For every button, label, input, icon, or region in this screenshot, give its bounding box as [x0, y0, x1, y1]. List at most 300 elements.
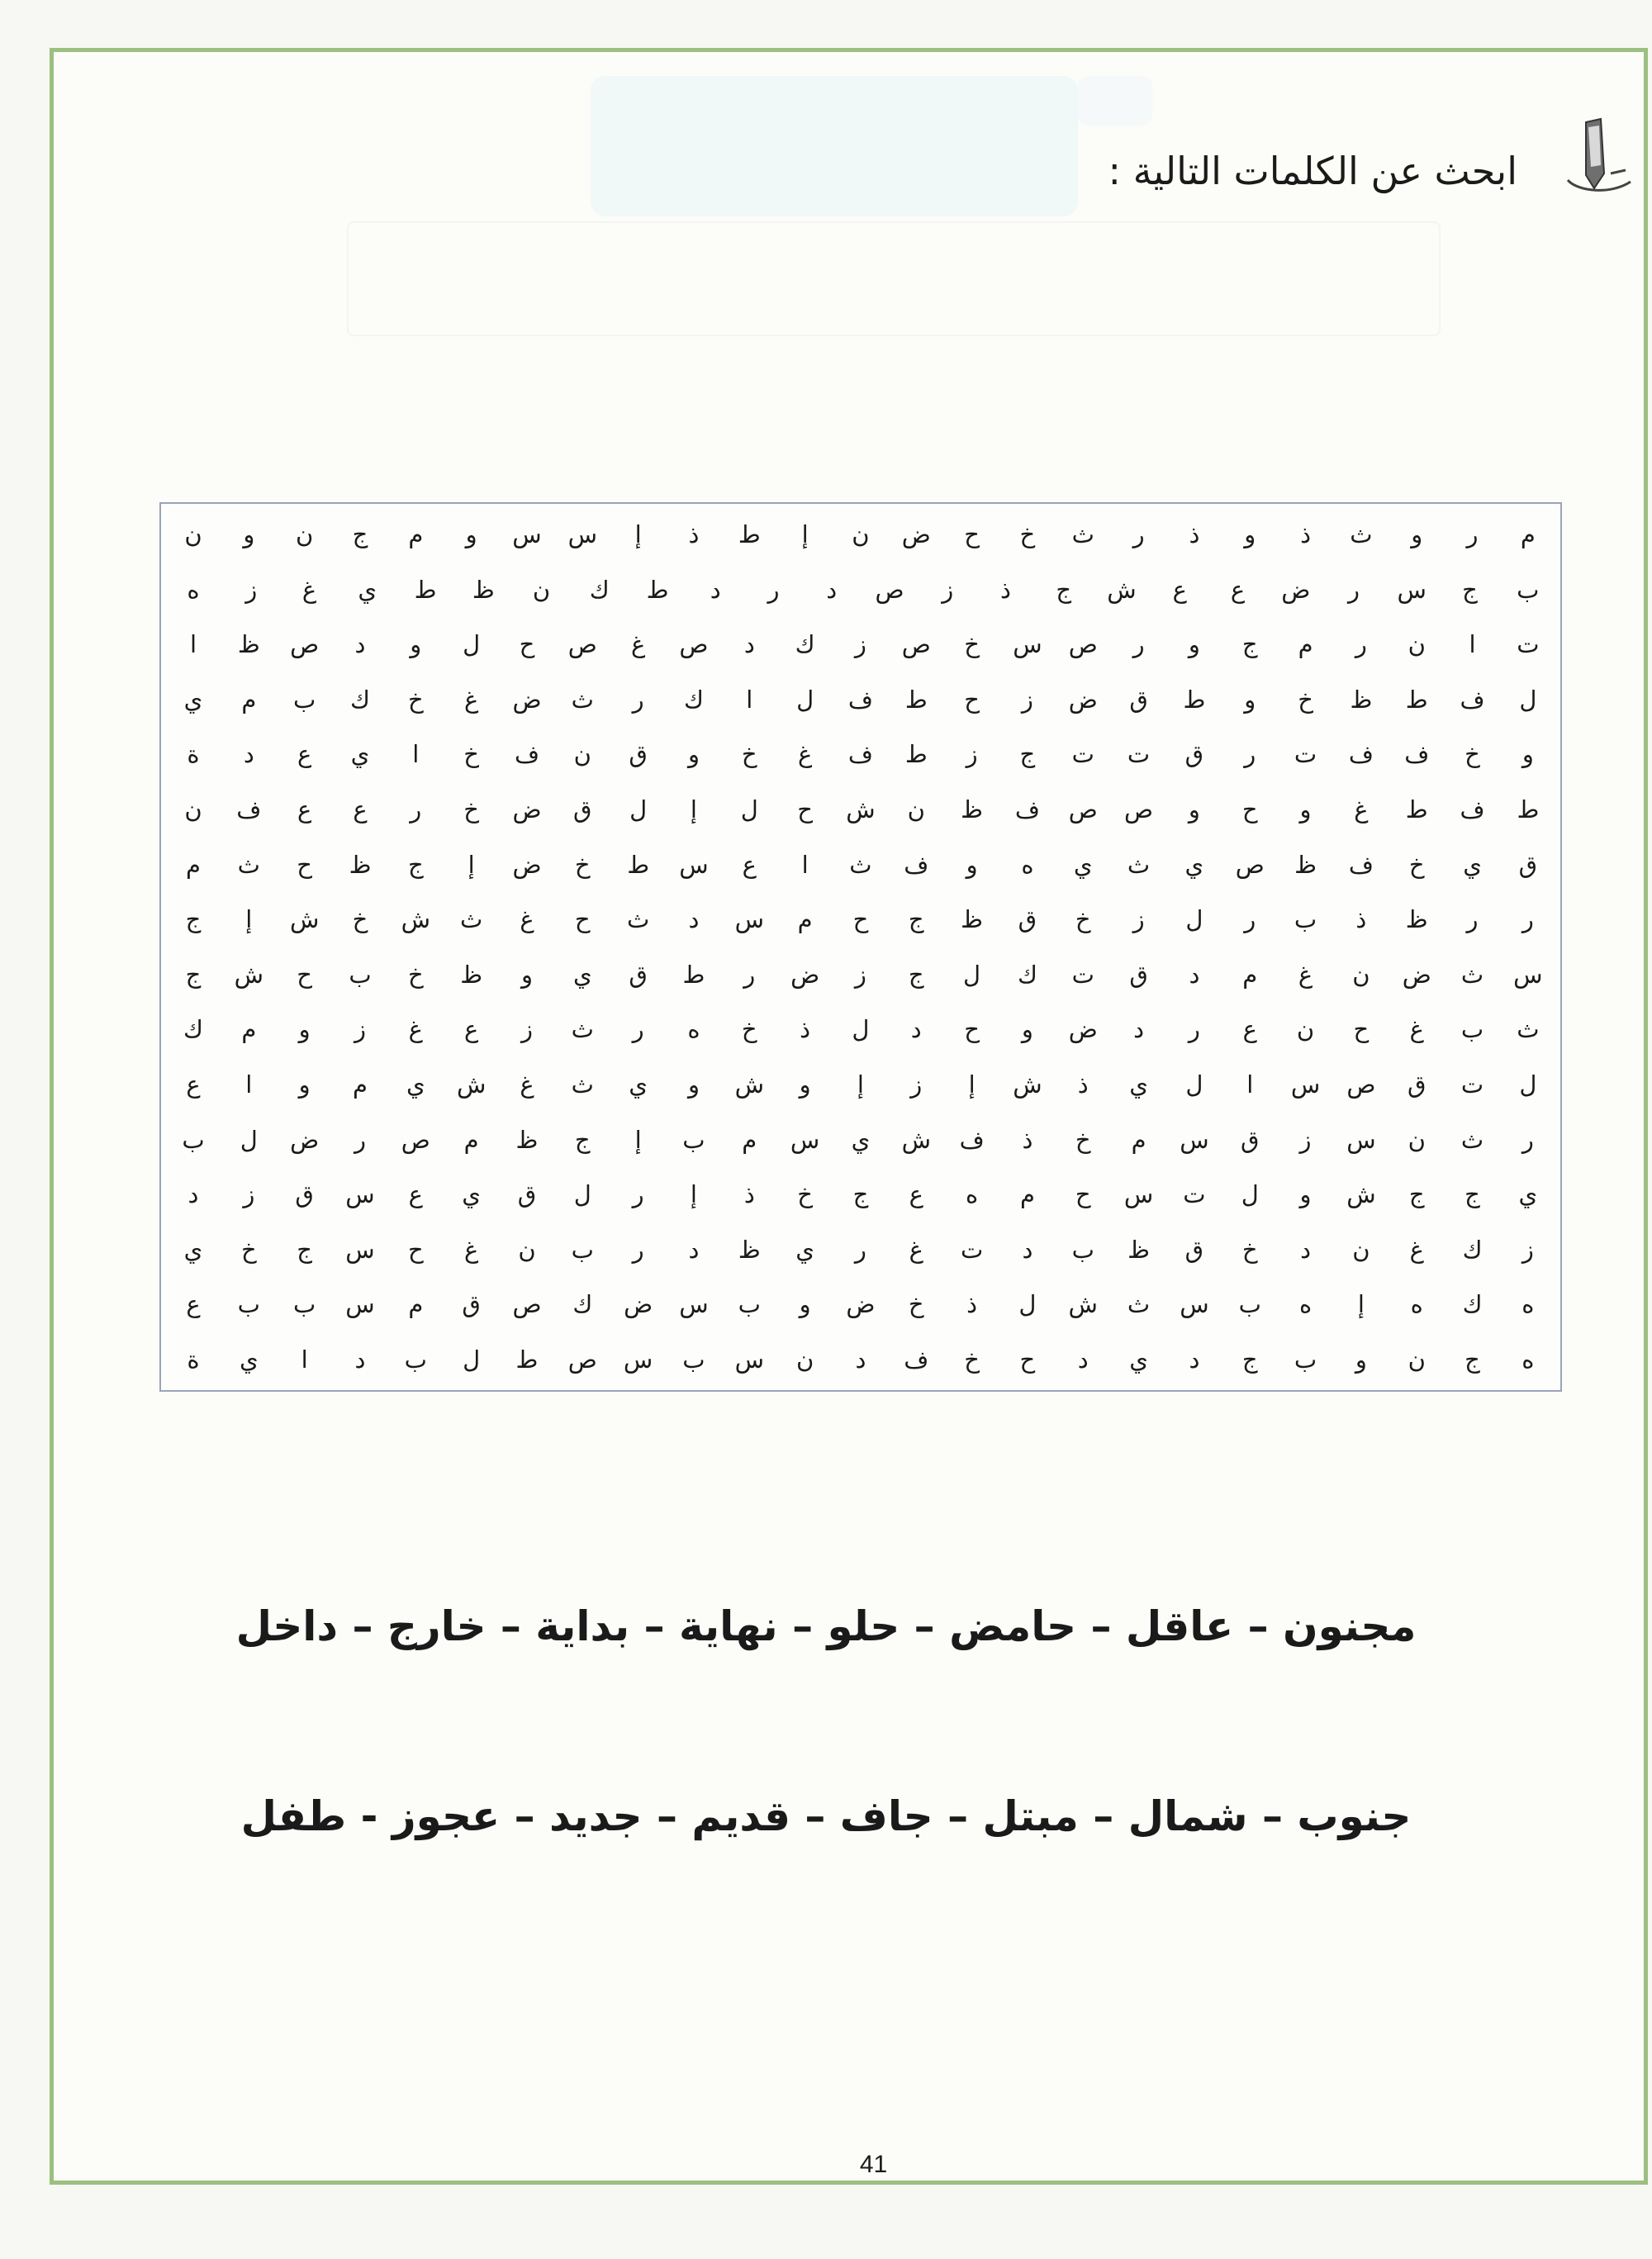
grid-letter: خ — [741, 740, 757, 769]
grid-letter: ف — [1460, 795, 1485, 823]
grid-letter: و — [298, 1070, 311, 1099]
grid-letter: خ — [574, 850, 591, 879]
grid-letter: ف — [959, 1125, 985, 1154]
grid-row — [168, 1279, 1554, 1330]
grid-letter: ظ — [515, 1125, 539, 1154]
grid-letter: ج — [908, 905, 924, 934]
grid-letter: ي — [239, 1345, 259, 1374]
grid-letter: س — [345, 1180, 375, 1209]
grid-letter: د — [1077, 1345, 1089, 1374]
grid-letter: ن — [1408, 1125, 1426, 1154]
grid-letter: ط — [738, 520, 761, 548]
grid-letter: ح — [1019, 1345, 1036, 1374]
grid-letter: ع — [742, 850, 757, 879]
grid-row — [168, 564, 1554, 615]
grid-letter: ن — [1352, 960, 1370, 989]
grid-letter: ر — [1347, 575, 1360, 604]
grid-letter: د — [688, 905, 700, 934]
grid-letter: ب — [1517, 575, 1540, 604]
faded-background-strip — [347, 221, 1441, 336]
grid-letter: ج — [574, 1125, 591, 1154]
grid-letter: ه — [1410, 1290, 1423, 1319]
grid-letter: ح — [1241, 795, 1258, 823]
grid-letter: ب — [1460, 1015, 1484, 1044]
grid-letter: ل — [463, 630, 481, 659]
grid-letter: ر — [743, 960, 756, 989]
grid-letter: ظ — [1405, 905, 1428, 934]
grid-letter: ح — [574, 905, 591, 934]
grid-letter: خ — [1298, 685, 1313, 714]
grid-letter: و — [1244, 685, 1256, 714]
grid-letter: ج — [852, 1180, 869, 1209]
grid-letter: ح — [407, 1235, 424, 1264]
grid-letter: م — [1131, 1125, 1146, 1154]
grid-letter: ل — [240, 1125, 258, 1154]
grid-letter: ي — [462, 1180, 481, 1209]
grid-letter: س — [1346, 1125, 1376, 1154]
grid-letter: ل — [1185, 905, 1203, 934]
grid-letter: ب — [571, 1235, 594, 1264]
grid-letter: س — [734, 905, 764, 934]
grid-letter: ن — [184, 520, 202, 548]
grid-letter: إ — [1357, 1290, 1365, 1319]
grid-letter: د — [910, 1015, 922, 1044]
grid-letter: ت — [960, 1235, 984, 1264]
grid-letter: و — [298, 1015, 311, 1044]
grid-letter: خ — [1464, 740, 1480, 769]
grid-letter: ب — [237, 1290, 260, 1319]
grid-letter: و — [1021, 1015, 1033, 1044]
grid-letter: ف — [1460, 685, 1485, 714]
grid-letter: غ — [520, 905, 534, 934]
grid-letter: ط — [1183, 685, 1206, 714]
grid-row — [168, 1114, 1554, 1165]
grid-letter: ك — [183, 1015, 203, 1044]
grid-letter: ص — [679, 630, 709, 659]
grid-letter: ف — [904, 1345, 929, 1374]
grid-letter: ج — [185, 905, 202, 934]
grid-letter: إ — [634, 1125, 642, 1154]
grid-letter: ض — [624, 1290, 653, 1319]
grid-letter: ك — [350, 685, 370, 714]
grid-letter: ن — [1408, 630, 1426, 659]
grid-letter: ج — [1019, 740, 1036, 769]
faded-background-banner — [591, 76, 1078, 216]
grid-letter: د — [243, 740, 254, 769]
grid-letter: ن — [1408, 1345, 1426, 1374]
grid-letter: ص — [1068, 630, 1098, 659]
grid-letter: ش — [846, 795, 876, 823]
grid-letter: س — [1180, 1125, 1209, 1154]
grid-letter: ي — [795, 1235, 814, 1264]
grid-letter: ث — [571, 1015, 594, 1044]
grid-letter: خ — [741, 1015, 757, 1044]
grid-letter: ث — [237, 850, 260, 879]
grid-letter: ل — [1018, 1290, 1037, 1319]
grid-letter: ر — [1355, 630, 1367, 659]
grid-row — [168, 784, 1554, 835]
grid-letter: ض — [1068, 1015, 1098, 1044]
grid-letter: ي — [1129, 1070, 1148, 1099]
grid-letter: ج — [908, 960, 924, 989]
grid-letter: ف — [904, 850, 929, 879]
grid-letter: ن — [852, 520, 870, 548]
grid-letter: ل — [1185, 1070, 1203, 1099]
grid-letter: ح — [852, 905, 869, 934]
grid-letter: ع — [297, 740, 312, 769]
grid-letter: ب — [349, 960, 372, 989]
grid-letter: ج — [185, 960, 202, 989]
grid-letter: ث — [1517, 1015, 1540, 1044]
grid-letter: ر — [1521, 905, 1534, 934]
grid-letter: ت — [1071, 960, 1094, 989]
grid-letter: خ — [463, 795, 479, 823]
grid-letter: س — [567, 520, 597, 548]
grid-letter: م — [241, 1015, 257, 1044]
grid-letter: ق — [629, 960, 648, 989]
grid-letter: ض — [290, 1125, 320, 1154]
grid-letter: ذ — [1077, 1070, 1089, 1099]
grid-letter: ف — [847, 685, 873, 714]
grid-letter: ق — [1184, 740, 1204, 769]
grid-letter: ق — [1518, 850, 1538, 879]
grid-letter: ز — [854, 960, 866, 989]
grid-letter: و — [1188, 630, 1200, 659]
grid-letter: و — [520, 960, 533, 989]
grid-letter: س — [679, 850, 709, 879]
grid-letter: ش — [1107, 575, 1137, 604]
grid-letter: ي — [350, 740, 370, 769]
grid-letter: ق — [629, 740, 648, 769]
grid-letter: ق — [295, 1180, 314, 1209]
grid-letter: ج — [1056, 575, 1072, 604]
grid-letter: ه — [1521, 1345, 1535, 1374]
grid-letter: ش — [289, 905, 320, 934]
faded-background-shape — [1078, 76, 1152, 126]
grid-letter: ح — [964, 685, 980, 714]
grid-letter: م — [1019, 1180, 1035, 1209]
grid-letter: ر — [632, 1235, 644, 1264]
grid-letter: ث — [1350, 520, 1373, 548]
grid-letter: ج — [1241, 1345, 1258, 1374]
grid-letter: ي — [406, 1070, 425, 1099]
grid-letter: ش — [1013, 1070, 1042, 1099]
grid-letter: د — [710, 575, 721, 604]
instruction-text: ابحث عن الكلمات التالية : — [1108, 149, 1517, 193]
grid-letter: ح — [519, 630, 535, 659]
grid-letter: ت — [1517, 630, 1540, 659]
word-list-line-2: جنوب – شمال – مبتل – جاف – قديم – جديد – عجوز - طفل — [240, 1792, 1412, 1840]
grid-letter: إ — [245, 905, 253, 934]
grid-letter: ح — [964, 520, 980, 548]
grid-letter: ث — [571, 685, 594, 714]
grid-letter: ل — [963, 960, 981, 989]
grid-letter: غ — [463, 1235, 479, 1264]
grid-letter: ه — [965, 1180, 979, 1209]
grid-letter: ه — [1298, 1290, 1313, 1319]
grid-letter: ع — [297, 795, 312, 823]
grid-letter: ث — [1460, 1125, 1484, 1154]
grid-letter: ب — [1238, 1290, 1261, 1319]
grid-letter: و — [799, 1290, 811, 1319]
grid-row — [168, 674, 1554, 725]
grid-letter: س — [1180, 1290, 1209, 1319]
grid-letter: ن — [296, 520, 314, 548]
grid-letter: خ — [352, 905, 368, 934]
grid-letter: د — [354, 630, 366, 659]
grid-letter: ف — [1348, 850, 1374, 879]
grid-letter: ف — [514, 740, 539, 769]
grid-row — [168, 839, 1554, 890]
grid-letter: ص — [290, 630, 320, 659]
grid-letter: و — [1299, 795, 1312, 823]
grid-letter: ق — [1407, 1070, 1427, 1099]
grid-letter: ع — [186, 1290, 201, 1319]
grid-letter: و — [966, 850, 978, 879]
grid-letter: ق — [1240, 1125, 1260, 1154]
grid-letter: ذ — [1000, 575, 1011, 604]
grid-letter: ر — [632, 1015, 644, 1044]
grid-letter: ت — [1127, 740, 1151, 769]
grid-letter: ظ — [1350, 685, 1373, 714]
grid-letter: غ — [630, 630, 646, 659]
grid-letter: ه — [687, 1015, 700, 1044]
grid-letter: ظ — [460, 960, 483, 989]
grid-letter: ج — [407, 850, 424, 879]
grid-letter: ط — [414, 575, 437, 604]
grid-letter: ض — [512, 685, 542, 714]
grid-letter: س — [1123, 1180, 1154, 1209]
grid-letter: إ — [968, 1070, 976, 1099]
grid-letter: ص — [1235, 850, 1265, 879]
grid-letter: ر — [354, 1125, 366, 1154]
grid-letter: د — [1189, 960, 1200, 989]
grid-letter: ن — [184, 795, 202, 823]
grid-letter: ب — [1294, 1345, 1317, 1374]
grid-letter: ت — [1294, 740, 1317, 769]
grid-letter: ا — [746, 685, 753, 714]
grid-letter: غ — [909, 1235, 923, 1264]
grid-letter: ي — [1129, 1345, 1148, 1374]
grid-letter: و — [799, 1070, 811, 1099]
grid-letter: س — [1013, 630, 1042, 659]
grid-letter: إ — [690, 795, 697, 823]
grid-row — [168, 894, 1554, 945]
grid-letter: و — [1521, 740, 1534, 769]
grid-letter: م — [241, 685, 257, 714]
grid-letter: ك — [684, 685, 704, 714]
grid-letter: ذ — [1300, 520, 1312, 548]
grid-letter: ك — [589, 575, 610, 604]
grid-letter: ر — [1466, 905, 1479, 934]
grid-letter: ض — [1281, 575, 1311, 604]
grid-letter: ل — [629, 795, 648, 823]
grid-letter: ظ — [472, 575, 495, 604]
grid-letter: ف — [1404, 740, 1430, 769]
grid-letter: ظ — [738, 1235, 761, 1264]
grid-letter: ج — [297, 1235, 313, 1264]
grid-letter: خ — [240, 1235, 257, 1264]
grid-letter: د — [826, 575, 838, 604]
grid-letter: س — [734, 1345, 764, 1374]
grid-letter: ج — [1408, 1180, 1425, 1209]
grid-letter: ب — [1294, 905, 1317, 934]
grid-letter: ح — [1075, 1180, 1091, 1209]
grid-letter: س — [790, 1125, 820, 1154]
grid-letter: ط — [646, 575, 669, 604]
grid-letter: ز — [245, 575, 258, 604]
grid-letter: ر — [1244, 905, 1256, 934]
grid-letter: ص — [1346, 1070, 1376, 1099]
grid-letter: ل — [463, 1345, 481, 1374]
grid-letter: س — [679, 1290, 709, 1319]
grid-letter: إ — [690, 1180, 697, 1209]
grid-letter: ي — [629, 1070, 648, 1099]
grid-row — [168, 1334, 1554, 1385]
grid-letter: ط — [627, 850, 650, 879]
grid-letter: ث — [571, 1070, 594, 1099]
grid-letter: ع — [463, 1015, 479, 1044]
grid-letter: ذ — [1355, 905, 1367, 934]
grid-letter: م — [408, 1290, 424, 1319]
grid-letter: ص — [1068, 795, 1098, 823]
grid-letter: ب — [404, 1345, 427, 1374]
grid-letter: ب — [1071, 1235, 1094, 1264]
grid-letter: ذ — [688, 520, 700, 548]
grid-letter: ذ — [800, 1015, 811, 1044]
grid-letter: س — [512, 520, 542, 548]
grid-row — [168, 1004, 1554, 1055]
grid-letter: ح — [964, 1015, 980, 1044]
grid-letter: خ — [1408, 850, 1425, 879]
grid-letter: ق — [1184, 1235, 1204, 1264]
grid-letter: ا — [1246, 1070, 1254, 1099]
grid-letter: ع — [1242, 1015, 1257, 1044]
grid-letter: ز — [520, 1015, 533, 1044]
grid-letter: ق — [517, 1180, 537, 1209]
grid-letter: إ — [857, 1070, 864, 1099]
grid-letter: ر — [1188, 1015, 1200, 1044]
grid-letter: ك — [795, 630, 815, 659]
grid-letter: خ — [407, 685, 424, 714]
grid-letter: ز — [354, 1015, 366, 1044]
grid-letter: ر — [632, 1180, 644, 1209]
grid-letter: ص — [875, 575, 904, 604]
grid-letter: ه — [187, 575, 200, 604]
grid-letter: غ — [1409, 1015, 1424, 1044]
grid-letter: د — [354, 1345, 366, 1374]
grid-letter: ذ — [1022, 1125, 1033, 1154]
grid-letter: ض — [512, 795, 542, 823]
grid-letter: ن — [1296, 1015, 1315, 1044]
grid-letter: ف — [1014, 795, 1040, 823]
grid-letter: ج — [1241, 630, 1258, 659]
grid-letter: ب — [682, 1345, 705, 1374]
grid-letter: ع — [186, 1070, 201, 1099]
grid-letter: و — [243, 520, 255, 548]
grid-letter: ن — [1352, 1235, 1370, 1264]
grid-letter: ب — [682, 1125, 705, 1154]
grid-letter: ض — [512, 850, 542, 879]
grid-letter: غ — [1409, 1235, 1424, 1264]
grid-letter: ظ — [349, 850, 372, 879]
grid-letter: ص — [401, 1125, 430, 1154]
grid-letter: ر — [410, 795, 422, 823]
grid-letter: ر — [1244, 740, 1256, 769]
grid-letter: ق — [1129, 960, 1148, 989]
grid-letter: ن — [532, 575, 551, 604]
grid-row — [168, 1224, 1554, 1275]
grid-letter: ي — [572, 960, 592, 989]
grid-letter: ي — [1463, 850, 1482, 879]
grid-row — [168, 1169, 1554, 1220]
grid-letter: ج — [1464, 1345, 1480, 1374]
grid-letter: ب — [293, 1290, 316, 1319]
grid-letter: ط — [682, 960, 705, 989]
grid-letter: ع — [353, 795, 368, 823]
grid-letter: إ — [634, 520, 642, 548]
grid-letter: ث — [1127, 850, 1151, 879]
grid-letter: ر — [632, 685, 644, 714]
grid-row — [168, 619, 1554, 670]
grid-letter: غ — [797, 740, 813, 769]
grid-letter: ث — [1460, 960, 1484, 989]
grid-letter: ك — [1017, 960, 1037, 989]
grid-letter: ج — [352, 520, 368, 548]
grid-row — [168, 949, 1554, 1000]
grid-letter: ص — [901, 630, 931, 659]
grid-letter: ك — [572, 1290, 593, 1319]
grid-letter: ع — [1230, 575, 1246, 604]
grid-letter: ن — [907, 795, 925, 823]
grid-letter: ذ — [1189, 520, 1200, 548]
grid-letter: ت — [1071, 740, 1094, 769]
grid-letter: ا — [801, 850, 809, 879]
grid-letter: ف — [1348, 740, 1374, 769]
grid-letter: م — [408, 520, 424, 548]
grid-letter: ل — [1519, 685, 1537, 714]
grid-letter: ض — [1402, 960, 1431, 989]
grid-letter: ر — [767, 575, 780, 604]
grid-letter: ل — [740, 795, 758, 823]
grid-letter: د — [688, 1235, 700, 1264]
grid-letter: و — [1355, 1345, 1367, 1374]
grid-letter: م — [353, 1070, 368, 1099]
grid-letter: ع — [909, 1180, 923, 1209]
grid-letter: و — [1411, 520, 1423, 548]
grid-letter: ب — [293, 685, 316, 714]
grid-letter: و — [1299, 1180, 1312, 1209]
grid-letter: م — [1242, 960, 1258, 989]
grid-letter: ت — [1460, 1070, 1484, 1099]
grid-letter: ح — [1353, 1015, 1370, 1044]
grid-letter: د — [1133, 1015, 1145, 1044]
grid-letter: و — [1188, 795, 1200, 823]
grid-letter: خ — [964, 630, 980, 659]
grid-letter: ط — [1517, 795, 1540, 823]
grid-letter: د — [855, 1345, 866, 1374]
grid-letter: ب — [738, 1290, 761, 1319]
grid-letter: ز — [910, 1070, 923, 1099]
grid-letter: ص — [512, 1290, 542, 1319]
grid-letter: ل — [1519, 1070, 1537, 1099]
grid-letter: ا — [1469, 630, 1476, 659]
grid-letter: خ — [797, 1180, 813, 1209]
grid-letter: ي — [1518, 1180, 1538, 1209]
word-search-grid — [159, 502, 1562, 1392]
grid-letter: ز — [942, 575, 954, 604]
grid-letter: و — [465, 520, 477, 548]
